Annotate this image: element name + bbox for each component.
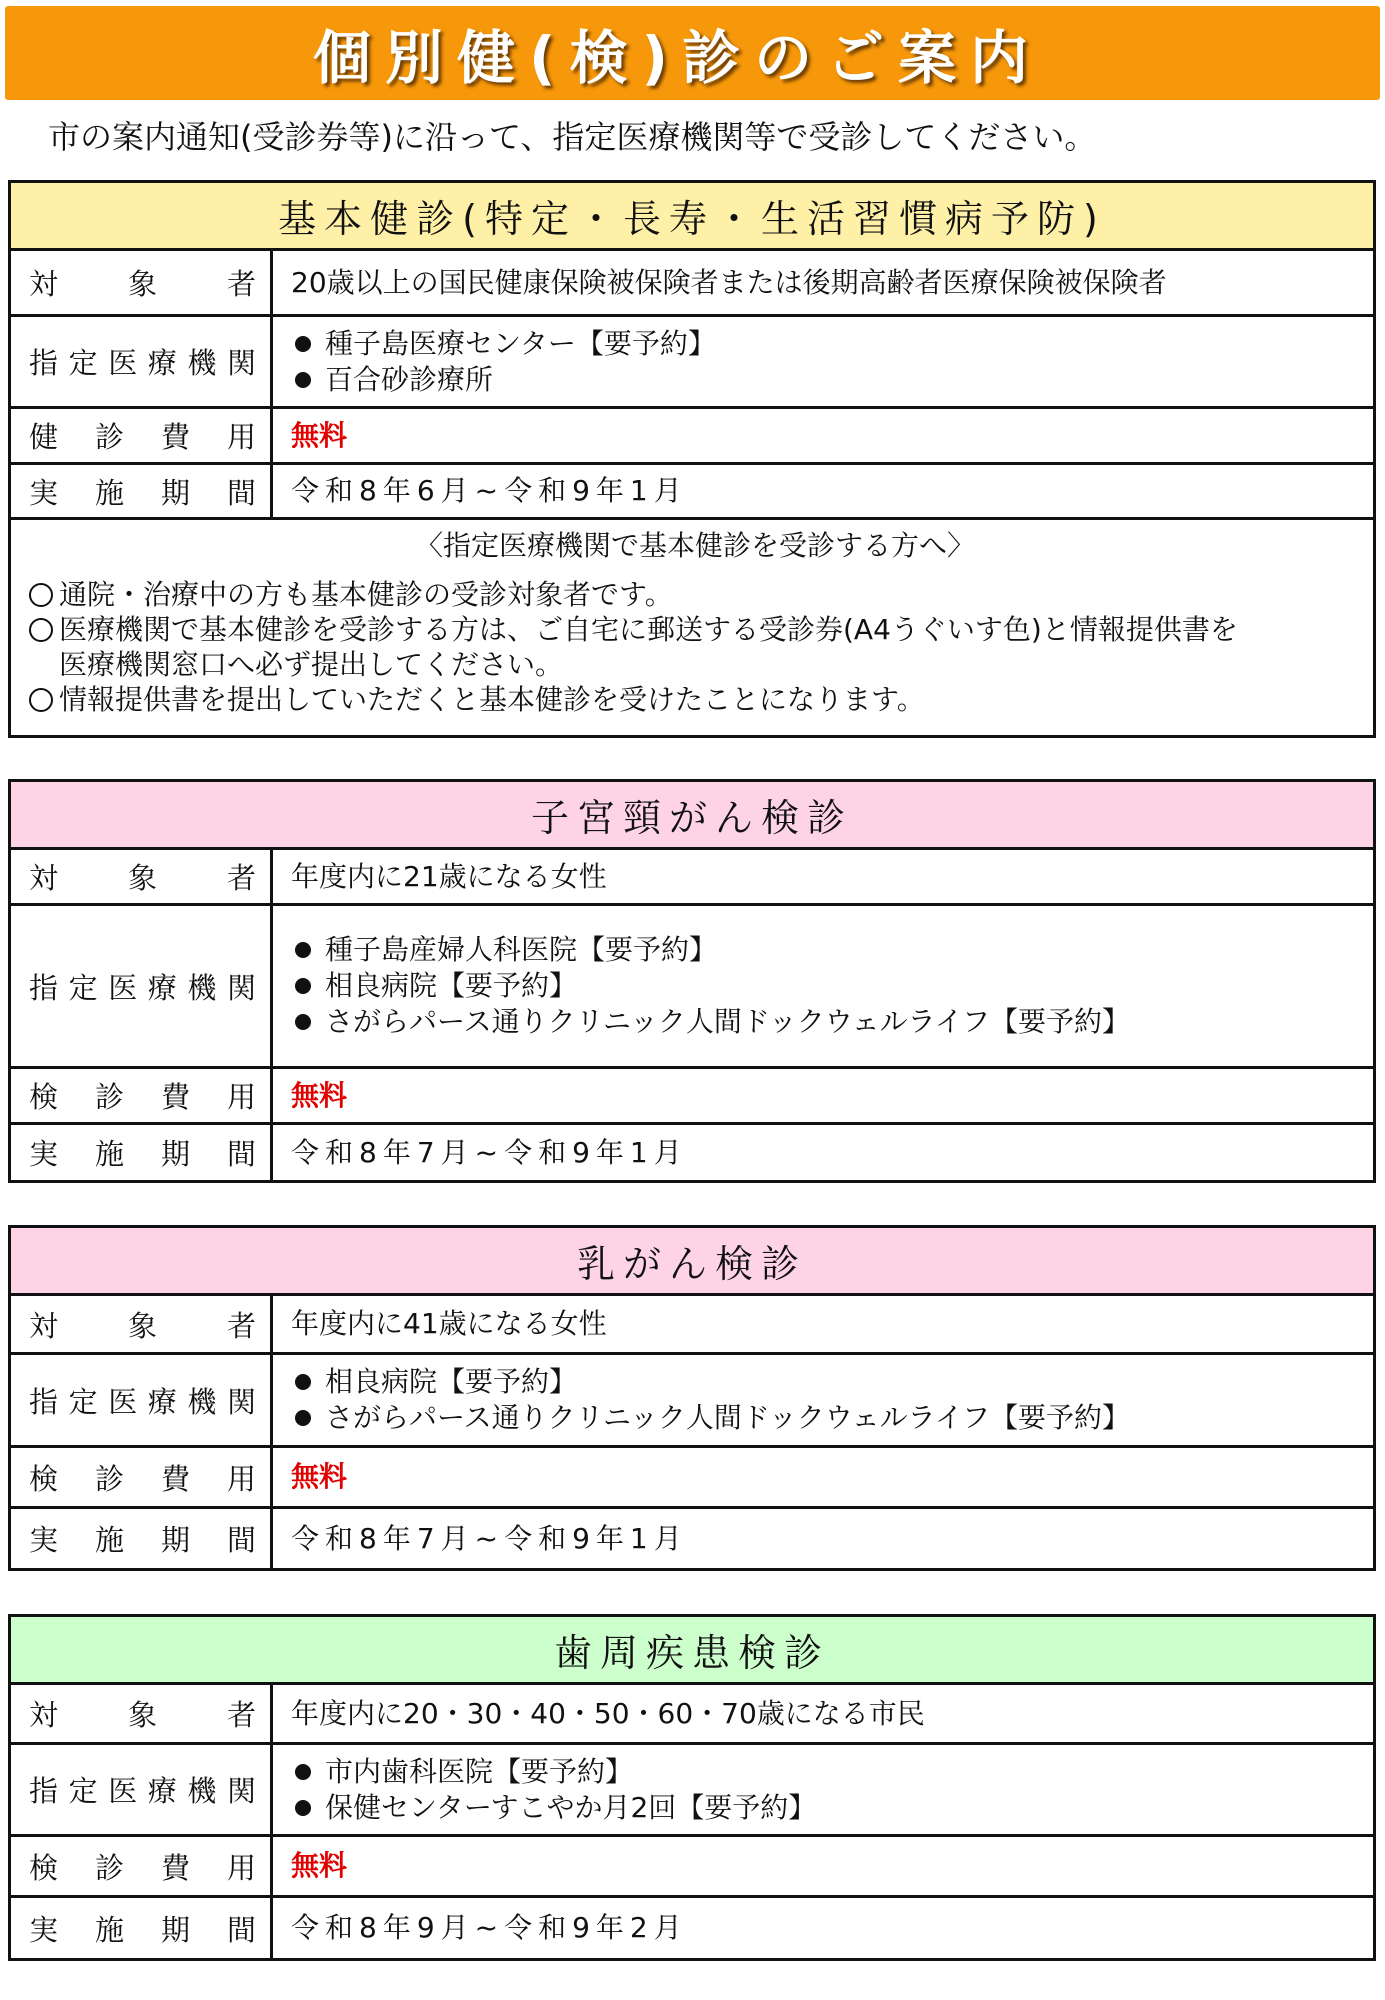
bullet-icon	[295, 336, 311, 352]
label-fee: 健 診 費 用	[11, 409, 273, 462]
label-period: 実 施 期 間	[11, 1509, 273, 1568]
label-institution: 指 定 医 療 機 関	[11, 1745, 273, 1834]
fee-value: 無料	[291, 418, 348, 452]
circle-icon	[29, 688, 53, 712]
label-target: 対 象 者	[11, 251, 273, 314]
period-value: 令和8年7月~令和9年1月	[291, 1135, 688, 1169]
label-period: 実 施 期 間	[11, 1898, 273, 1958]
list-item: 百合砂診療所	[291, 362, 1373, 398]
period-value: 令和8年6月~令和9年1月	[291, 474, 688, 507]
institution-list	[273, 317, 1373, 406]
label-fee: 検 診 費 用	[11, 1069, 273, 1122]
fee-value: 無料	[291, 1849, 348, 1882]
row-notes	[11, 520, 1373, 735]
circle-icon	[29, 583, 53, 607]
period-value: 令和8年9月~令和9年2月	[291, 1911, 688, 1944]
bullet-icon	[295, 1764, 311, 1780]
list-item: 相良病院【要予約】	[291, 968, 1373, 1004]
intro-text: 市の案内通知(受診券等)に沿って、指定医療機関等で受診してください。	[48, 118, 1097, 156]
title-banner	[5, 6, 1380, 100]
row-period	[11, 465, 1373, 520]
label-institution: 指 定 医 療 機 関	[11, 906, 273, 1066]
bullet-icon	[295, 372, 311, 388]
row-fee	[11, 1448, 1373, 1509]
list-item: 保健センターすこやか月2回【要予約】	[291, 1790, 1373, 1826]
label-target: 対 象 者	[11, 1296, 273, 1352]
row-fee	[11, 1837, 1373, 1898]
note-item-continued: 医療機関窓口へ必ず提出してください。	[59, 648, 564, 681]
bullet-icon	[295, 1374, 311, 1390]
circle-icon	[29, 618, 53, 642]
notes-heading: 〈指定医療機関で基本健診を受診する方へ〉	[414, 529, 975, 562]
label-period: 実 施 期 間	[11, 465, 273, 517]
row-institutions	[11, 317, 1373, 409]
section-title: 歯周疾患検診	[11, 1617, 1373, 1685]
row-institutions	[11, 1745, 1373, 1837]
bullet-icon	[295, 1014, 311, 1030]
row-institutions	[11, 1355, 1373, 1448]
list-item: 相良病院【要予約】	[291, 1364, 1373, 1400]
target-value: 年度内に20・30・40・50・60・70歳になる市民	[291, 1696, 925, 1730]
row-target	[11, 1685, 1373, 1745]
section-breast-cancer	[8, 1225, 1376, 1571]
institution-list	[273, 1745, 1373, 1834]
list-item: さがらパース通りクリニック人間ドックウェルライフ【要予約】	[291, 1400, 1373, 1436]
institution-list	[273, 906, 1373, 1066]
bullet-icon	[295, 1800, 311, 1816]
section-title: 乳がん検診	[11, 1228, 1373, 1296]
row-target	[11, 850, 1373, 906]
target-value: 20歳以上の国民健康保険被保険者または後期高齢者医療保険被保険者	[291, 265, 1167, 299]
note-item: 通院・治療中の方も基本健診の受診対象者です。	[29, 577, 1361, 612]
fee-value: 無料	[291, 1078, 348, 1112]
section-cervical-cancer	[8, 779, 1376, 1183]
row-period	[11, 1509, 1373, 1568]
note-item: 情報提供書を提出していただくと基本健診を受けたことになります。	[29, 682, 1361, 717]
section-periodontal	[8, 1614, 1376, 1961]
bullet-icon	[295, 1410, 311, 1426]
section-title: 子宮頸がん検診	[11, 782, 1373, 850]
bullet-icon	[295, 978, 311, 994]
row-target	[11, 1296, 1373, 1355]
label-fee: 検 診 費 用	[11, 1448, 273, 1506]
target-value: 年度内に21歳になる女性	[291, 859, 607, 893]
row-institutions	[11, 906, 1373, 1069]
list-item: 市内歯科医院【要予約】	[291, 1754, 1373, 1790]
list-item: さがらパース通りクリニック人間ドックウェルライフ【要予約】	[291, 1004, 1373, 1040]
bullet-icon	[295, 942, 311, 958]
page-title: 個別健(検)診のご案内	[312, 24, 1043, 92]
label-institution: 指 定 医 療 機 関	[11, 1355, 273, 1445]
list-item: 種子島医療センター【要予約】	[291, 326, 1373, 362]
note-item: 医療機関で基本健診を受診する方は、ご自宅に郵送する受診券(A4うぐいす色)と情報提供書を	[29, 612, 1361, 647]
target-value: 年度内に41歳になる女性	[291, 1307, 607, 1340]
label-period: 実 施 期 間	[11, 1125, 273, 1180]
label-fee: 検 診 費 用	[11, 1837, 273, 1895]
institution-list	[273, 1355, 1373, 1445]
section-basic-checkup	[8, 180, 1376, 738]
row-fee	[11, 409, 1373, 465]
row-target	[11, 251, 1373, 317]
row-period	[11, 1898, 1373, 1958]
label-target: 対 象 者	[11, 850, 273, 903]
row-period	[11, 1125, 1373, 1180]
list-item: 種子島産婦人科医院【要予約】	[291, 932, 1373, 968]
notes-box	[11, 520, 1373, 735]
label-institution: 指 定 医 療 機 関	[11, 317, 273, 406]
fee-value: 無料	[291, 1460, 348, 1493]
section-title: 基本健診(特定・長寿・生活習慣病予防)	[11, 183, 1373, 251]
period-value: 令和8年7月~令和9年1月	[291, 1521, 688, 1555]
label-target: 対 象 者	[11, 1685, 273, 1742]
row-fee	[11, 1069, 1373, 1125]
